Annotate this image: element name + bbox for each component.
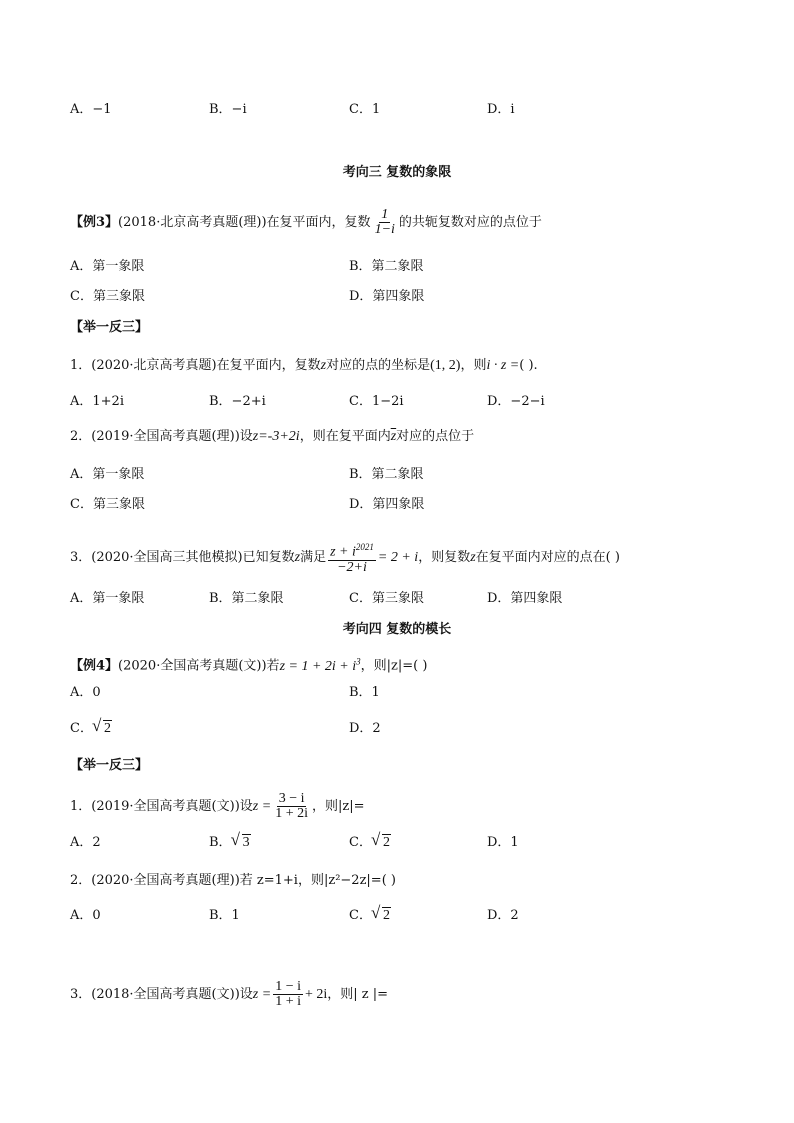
option-a: A．2 <box>70 835 101 850</box>
s3-q3-options <box>70 589 710 609</box>
question-text: ，则|z|=( ) <box>360 658 428 674</box>
s3-q2-options-row-2 <box>70 495 710 515</box>
option-b: B．−2+i <box>209 394 266 409</box>
exponent: 3 <box>356 656 361 666</box>
option-c <box>70 719 112 739</box>
question-text: 1．(2020·北京高考真题)在复平面内，复数 <box>70 358 321 373</box>
math-expression: + 2i <box>304 987 328 1002</box>
s3-q2-options-row-1 <box>70 465 710 485</box>
option-d: D．2 <box>487 908 519 923</box>
math-expression <box>279 656 361 674</box>
math-z: z <box>320 358 327 373</box>
option-c: C．1 <box>349 102 381 117</box>
answer-blank: ( ). <box>519 358 538 373</box>
question-text: 3．(2018·全国高考真题(文))设 <box>70 987 253 1002</box>
s4-q1-options <box>70 833 710 853</box>
option-d: D．i <box>487 102 515 117</box>
option-a: A．0 <box>70 685 101 700</box>
question-text: ，则|z|= <box>311 799 365 814</box>
fraction-numerator: 1 <box>381 207 389 222</box>
section-3-title: 考向三 复数的象限 <box>342 165 452 180</box>
radicand: 2 <box>382 835 390 850</box>
question-text: 3．(2020·全国高三其他模拟)已知复数 <box>70 549 295 565</box>
example-3-options-row-1 <box>70 257 710 277</box>
q0-options <box>70 100 710 120</box>
option-letter: B． <box>209 835 232 850</box>
option-b: B．第二象限 <box>209 591 284 606</box>
option-letter: C． <box>349 835 372 850</box>
option-d: D．2 <box>349 721 381 736</box>
radicand: 3 <box>242 835 250 850</box>
s3-q1-options <box>70 392 710 412</box>
s4-question-1 <box>70 792 365 821</box>
example-3 <box>70 208 542 237</box>
question-text: 满足 <box>300 549 327 565</box>
exponent: 2021 <box>355 542 374 552</box>
option-b: B．1 <box>209 908 240 923</box>
fraction-denominator: −2+i <box>337 559 367 575</box>
option-letter: C． <box>349 908 372 923</box>
fraction <box>273 980 303 1009</box>
expression-text: z = 1 + 2i + i <box>279 658 357 674</box>
fraction-numerator <box>328 540 376 561</box>
sqrt <box>232 833 251 853</box>
question-text: 对应的点的坐标是 <box>326 358 431 373</box>
question-text: ，则| z |= <box>327 987 389 1002</box>
numerator-text: z + i <box>330 544 356 560</box>
option-a: A．第一象限 <box>70 467 145 482</box>
s3-question-1 <box>70 356 538 376</box>
option-c <box>349 906 391 926</box>
fraction <box>328 540 376 575</box>
option-d: D．1 <box>487 835 519 850</box>
s4-q2-options <box>70 906 710 926</box>
fraction-denominator: 1−i <box>374 222 395 237</box>
question-text: ，则 <box>460 358 487 373</box>
option-a: A．0 <box>70 908 101 923</box>
math-z-conjugate: $\overline{z}$ <box>390 429 397 444</box>
option-letter: C． <box>70 721 93 736</box>
example-label: 【例4】 <box>70 658 119 674</box>
question-text: 对应的点位于 <box>396 429 475 444</box>
s3-question-3 <box>70 540 620 575</box>
math-z: z <box>470 549 476 565</box>
example-4 <box>70 651 427 677</box>
option-b: B．1 <box>349 685 380 700</box>
example-tail: 的共轭复数对应的点位于 <box>398 215 542 230</box>
fraction-numerator: 1 − i <box>275 979 301 994</box>
example-label: 【例3】 <box>70 215 119 230</box>
fraction-numerator: 3 − i <box>278 791 305 806</box>
question-text: 在复平面内对应的点在( ) <box>475 549 620 565</box>
radicand: 2 <box>382 908 390 923</box>
section-4-title: 考向四 复数的模长 <box>342 622 452 637</box>
sqrt <box>372 833 391 853</box>
question-text: 2．(2019·全国高考真题(理))设 <box>70 429 253 444</box>
example-source: (2018·北京高考真题(理))在复平面内，复数 <box>118 215 371 230</box>
math-expression: z = <box>252 799 272 814</box>
option-c: C．1−2i <box>349 394 404 409</box>
option-a: A．第一象限 <box>70 259 145 274</box>
option-d: D．第四象限 <box>349 289 425 304</box>
math-z: z <box>294 549 301 565</box>
example-4-options-row-1 <box>70 683 710 703</box>
fraction <box>373 208 397 237</box>
option-a: A．−1 <box>70 102 112 117</box>
option-d: D．第四象限 <box>349 497 425 512</box>
option-d: D．−2−i <box>487 394 545 409</box>
option-c: C．第三象限 <box>70 497 145 512</box>
math-expression: = 2 + i <box>377 549 419 565</box>
practice-label: 【举一反三】 <box>70 758 149 773</box>
math-expression: z=-3+2i <box>252 429 300 444</box>
radicand: 2 <box>103 721 111 736</box>
example-4-options-row-2 <box>70 719 710 739</box>
option-c: C．第三象限 <box>349 591 424 606</box>
option-c <box>349 833 391 853</box>
s3-question-2 <box>70 427 474 447</box>
option-b: B．−i <box>209 102 247 117</box>
example-3-options-row-2 <box>70 287 710 307</box>
s4-question-3 <box>70 980 388 1009</box>
practice-label: 【举一反三】 <box>70 320 149 335</box>
option-b: B．第二象限 <box>349 467 424 482</box>
example-source: (2020·全国高考真题(文))若 <box>118 658 280 674</box>
question-text: ，则在复平面内 <box>299 429 391 444</box>
option-b <box>209 833 251 853</box>
fraction-denominator: 1 + i <box>275 994 301 1009</box>
option-a: A．1+2i <box>70 394 124 409</box>
sqrt <box>93 719 112 739</box>
math-coordinate: (1, 2) <box>430 358 461 373</box>
option-b: B．第二象限 <box>349 259 424 274</box>
sqrt <box>372 906 391 926</box>
option-d: D．第四象限 <box>487 591 563 606</box>
option-a: A．第一象限 <box>70 591 145 606</box>
fraction <box>273 792 310 821</box>
fraction-denominator: 1 + 2i <box>275 806 308 821</box>
s4-question-2: 2．(2020·全国高考真题(理))若 z=1+i，则|z²−2z|=( ) <box>70 873 396 888</box>
option-c: C．第三象限 <box>70 289 145 304</box>
question-text: 1．(2019·全国高考真题(文))设 <box>70 799 253 814</box>
math-expression: z = <box>252 987 272 1002</box>
math-expression: i · z = <box>486 358 520 373</box>
question-text: ，则复数 <box>418 549 471 565</box>
